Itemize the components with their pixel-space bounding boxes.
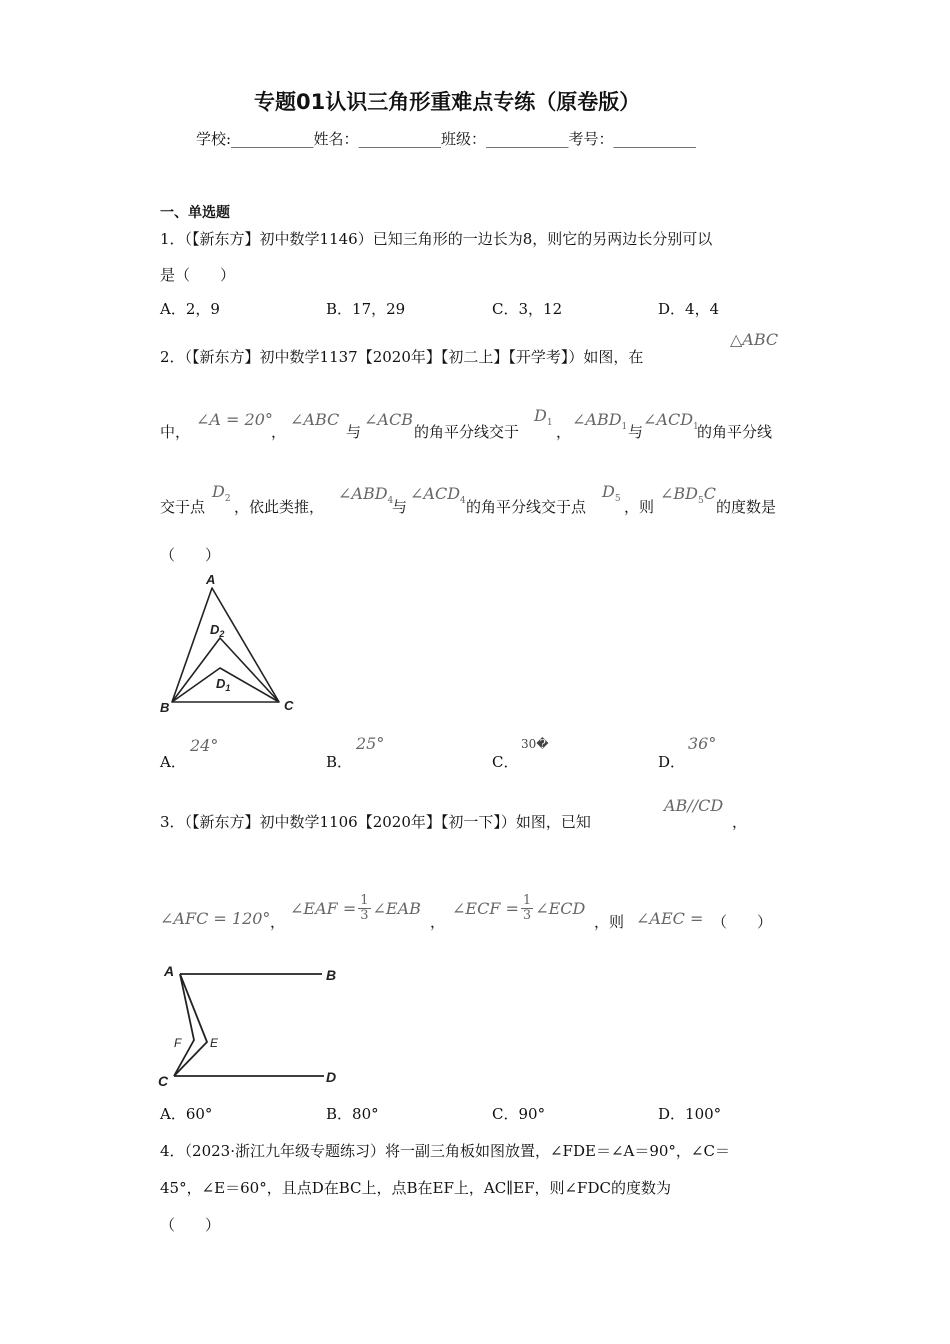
q2-angle-abc: ∠ABC [290,410,340,429]
q1-line2: 是（ ） [160,266,236,284]
q2-angle-abd4: $\angle ABD_4$ [338,484,394,507]
label-d: D [326,1069,337,1085]
q3-option-d: D．100° [658,1105,722,1123]
q1-option-b: B．17，29 [326,300,406,318]
q3-angle-aec: ∠AEC = [636,909,704,928]
q2-option-a-value: 24° [190,736,219,755]
q2-line2-c: 与 [346,423,362,441]
q3-option-c: C．90° [492,1105,546,1123]
q2-option-b-letter: B． [326,753,353,771]
q2-line1: 2．（【新东方】初中数学1137【2020年】【初二上】【开学考】）如图，在 [160,348,644,366]
q2-line3-e: ，则 [624,498,655,516]
q3-line1: 3．（【新东方】初中数学1106【2020年】【初一下】）如图，已知 [160,813,591,831]
q2-point-d1: $D_1$ [534,406,553,429]
q1-option-a: A．2，9 [160,300,220,318]
q2-angle-abd1: $\angle ABD_1$ [572,410,628,433]
q3-parallel-figure [150,958,350,1090]
q2-line2-e: ， [556,423,572,441]
q2-line3-b: ，依此类推， [234,498,325,516]
q3-answer-paren: （ ） [712,913,773,931]
q2-answer-paren: （ ） [160,546,221,564]
path-afc [174,974,194,1076]
label-b: B [160,700,170,715]
q2-line2-g: 的角平分线 [697,423,773,441]
q2-line3-a: 交于点 [160,498,206,516]
label-b: B [326,967,337,983]
q4-line1: 4．（2023·浙江九年级专题练习）将一副三角板如图放置，∠FDE＝∠A＝90°，∠C＝ [160,1142,730,1160]
q2-option-b-value: 25° [356,734,385,753]
q3-ecf-equation: ∠ECF = $\frac{1}{3}$ ∠ECD [452,893,586,923]
q2-option-d-value: 36° [688,734,717,753]
q2-angle-bd5c: $\angle BD_5C$ [660,484,716,507]
q2-option-d-letter: D． [658,753,686,771]
q2-line3-c: 与 [392,498,408,516]
q2-triangle-abc: △ABC [730,330,779,349]
q2-option-c-value: 30� [521,737,549,751]
q2-angle-acd1: $\angle ACD_1$ [643,410,699,433]
q2-option-c-letter: C． [492,753,519,771]
q2-option-a-letter: A． [160,753,186,771]
q3-option-b: B．80° [326,1105,379,1123]
q3-angle-afc: ∠AFC = 120° [160,909,271,928]
label-d1: $D_1$ [216,676,231,693]
student-info-line: 学校:___________姓名：___________班级：___________考号：___________ [196,130,697,148]
q2-line3-f: 的度数是 [716,498,777,516]
section-heading: 一、单选题 [160,205,230,221]
q2-line2-d: 的角平分线交于 [414,423,520,441]
q3-comma1: ， [732,813,748,831]
q2-angle-acd4: $\angle ACD_4$ [410,484,466,507]
q1-option-d: D．4，4 [658,300,720,318]
label-c: C [284,698,294,713]
q1-line1: 1．（【新东方】初中数学1146）已知三角形的一边长为8，则它的另两边长分别可以 [160,230,713,248]
label-c: C [158,1073,169,1089]
label-f: F [174,1036,182,1050]
q2-line3-d: 的角平分线交于点 [466,498,587,516]
label-d2: $D_2$ [210,622,225,639]
q2-line2-f: 与 [628,423,644,441]
q4-line2: 45°，∠E＝60°，且点D在BC上，点B在EF上，AC∥EF，则∠FDC的度数为 [160,1179,671,1197]
q3-option-a: A．60° [160,1105,213,1123]
page-title: 专题01认识三角形重难点专练（原卷版） [254,90,641,114]
q3-comma3: ， [430,913,446,931]
q4-answer-paren: （ ） [160,1216,221,1234]
label-a: A [164,963,175,979]
q3-line2-tail: ，则 [594,913,625,931]
q2-line2-b: ， [271,423,287,441]
q2-point-d2: $D_2$ [212,482,231,505]
label-a: A [206,572,216,587]
q3-eaf-equation: ∠EAF = $\frac{1}{3}$ ∠EAB [290,893,421,923]
q2-angle-acb: ∠ACB [364,410,413,429]
label-e: E [210,1036,219,1050]
q2-triangle-figure [150,570,310,718]
q3-comma2: ， [270,913,286,931]
q2-line2-a: 中， [160,423,191,441]
q2-point-d5: $D_5$ [602,482,621,505]
q2-angle-a: ∠A = 20° [196,410,273,429]
q1-option-c: C．3，12 [492,300,563,318]
q3-parallel: AB//CD [664,796,724,815]
